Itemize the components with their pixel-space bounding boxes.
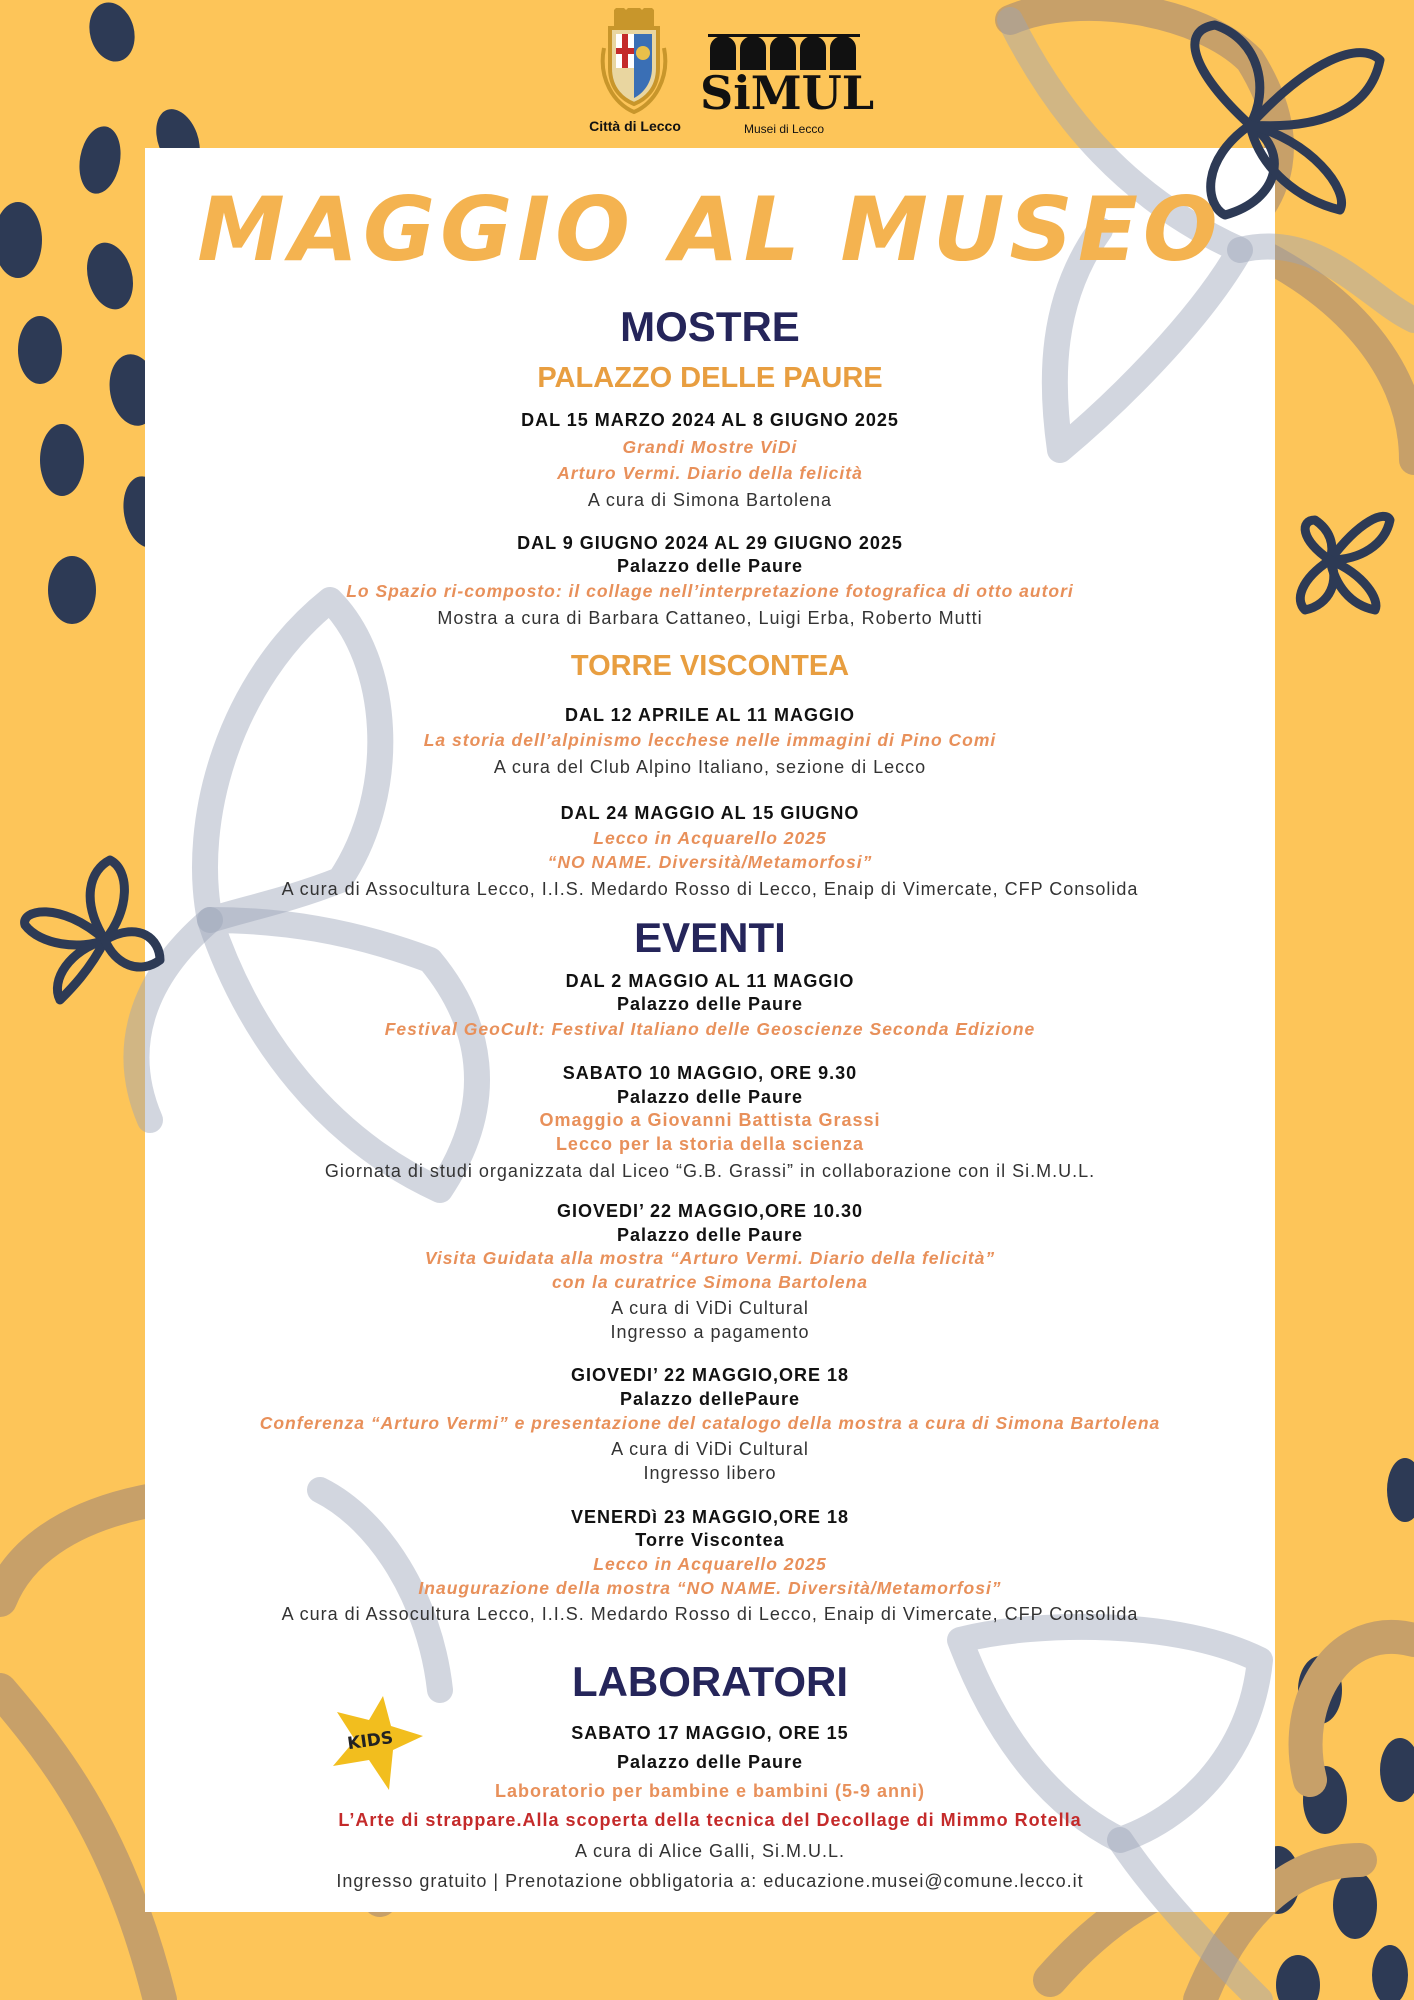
event-note: Ingresso a pagamento xyxy=(610,1322,810,1342)
exhibition-credit: Mostra a cura di Barbara Cattaneo, Luigi Erba, Roberto Mutti xyxy=(437,608,983,628)
venue-heading-palazzo: PALAZZO DELLE PAURE xyxy=(537,362,883,394)
event-place: Palazzo delle Paure xyxy=(616,1225,804,1245)
exhibition-credit: A cura del Club Alpino Italiano, sezione di Lecco xyxy=(493,757,927,777)
event-title: Festival GeoCult: Festival Italiano delle Geoscienze Seconda Edizione xyxy=(384,1019,1036,1039)
exhibition-title: La storia dell’alpinismo lecchese nelle immagini di Pino Comi xyxy=(423,730,997,750)
event-date: VENERDì 23 MAGGIO,ORE 18 xyxy=(570,1507,850,1527)
event-date: GIOVEDI’ 22 MAGGIO,ORE 18 xyxy=(570,1365,850,1385)
kids-badge-label: KIDS xyxy=(346,1727,395,1755)
event-program xyxy=(145,148,1275,1912)
exhibition-date: DAL 12 APRILE AL 11 MAGGIO xyxy=(564,705,856,725)
event-credit: A cura di ViDi Cultural xyxy=(611,1439,809,1459)
exhibition-date: DAL 15 MARZO 2024 AL 8 GIUGNO 2025 xyxy=(521,410,899,430)
event-date: SABATO 10 MAGGIO, ORE 9.30 xyxy=(562,1063,858,1083)
exhibition-title: Arturo Vermi. Diario della felicità xyxy=(557,463,863,483)
exhibition-title: Grandi Mostre ViDi xyxy=(622,437,798,457)
event-title: Conferenza “Arturo Vermi” e presentazione del catalogo della mostra a cura di Simona Bartolena xyxy=(259,1413,1161,1433)
section-heading-laboratori: LABORATORI xyxy=(571,1658,849,1705)
museum-arches-icon xyxy=(708,34,860,70)
event-credit: A cura di ViDi Cultural xyxy=(611,1298,809,1318)
lab-place: Palazzo delle Paure xyxy=(616,1752,804,1772)
exhibition-title: Lecco in Acquarello 2025 xyxy=(593,828,827,848)
exhibition-credit: A cura di Simona Bartolena xyxy=(587,490,833,510)
event-title: Omaggio a Giovanni Battista Grassi xyxy=(539,1110,881,1130)
event-place: Palazzo delle Paure xyxy=(616,1087,804,1107)
event-credit: Giornata di studi organizzata dal Liceo “G.B. Grassi” in collaborazione con il Si.M.U.L. xyxy=(324,1161,1096,1181)
event-title: Visita Guidata alla mostra “Arturo Vermi. Diario della felicità” xyxy=(424,1248,996,1268)
exhibition-credit: A cura di Assocultura Lecco, I.I.S. Medardo Rosso di Lecco, Enaip di Vimercate, CFP Consolida xyxy=(281,879,1139,899)
venue-heading-torre: TORRE VISCONTEA xyxy=(570,650,850,682)
section-heading-mostre: MOSTRE xyxy=(620,303,800,350)
event-place: Palazzo delle Paure xyxy=(616,994,804,1014)
event-title: Inaugurazione della mostra “NO NAME. Diversità/Metamorfosi” xyxy=(418,1578,1002,1598)
lab-booking: Ingresso gratuito | Prenotazione obbligatoria a: educazione.musei@comune.lecco.it xyxy=(336,1871,1084,1891)
lab-title: L’Arte di strappare.Alla scoperta della tecnica del Decollage di Mimmo Rotella xyxy=(338,1810,1082,1830)
event-place: Palazzo dellePaure xyxy=(619,1389,801,1409)
exhibition-title: “NO NAME. Diversità/Metamorfosi” xyxy=(547,852,873,872)
event-title: Lecco in Acquarello 2025 xyxy=(593,1554,827,1574)
event-credit: A cura di Assocultura Lecco, I.I.S. Medardo Rosso di Lecco, Enaip di Vimercate, CFP Consolida xyxy=(281,1604,1139,1624)
event-place: Torre Viscontea xyxy=(635,1530,785,1550)
museum-logo-name: SiMUL xyxy=(700,66,875,120)
lab-date: SABATO 17 MAGGIO, ORE 15 xyxy=(571,1723,849,1743)
event-title: con la curatrice Simona Bartolena xyxy=(551,1272,868,1292)
museum-logo-subtitle: Musei di Lecco xyxy=(743,122,825,136)
event-title: Lecco per la storia della scienza xyxy=(555,1134,865,1154)
page-title: MAGGIO AL MUSEO xyxy=(197,178,1223,281)
exhibition-place: Palazzo delle Paure xyxy=(616,556,804,576)
dots-pattern-right xyxy=(1256,1458,1414,2000)
section-heading-eventi: EVENTI xyxy=(634,914,786,961)
event-date: DAL 2 MAGGIO AL 11 MAGGIO xyxy=(565,971,855,991)
lab-audience: Laboratorio per bambine e bambini (5-9 anni) xyxy=(494,1781,926,1801)
event-date: GIOVEDI’ 22 MAGGIO,ORE 10.30 xyxy=(556,1201,864,1221)
exhibition-date: DAL 24 MAGGIO AL 15 GIUGNO xyxy=(560,803,860,823)
exhibition-date: DAL 9 GIUGNO 2024 AL 29 GIUGNO 2025 xyxy=(517,533,903,553)
city-logo-label: Città di Lecco xyxy=(589,118,681,134)
city-crest-logo xyxy=(594,8,674,118)
event-note: Ingresso libero xyxy=(643,1463,777,1483)
exhibition-title: Lo Spazio ri-composto: il collage nell’interpretazione fotografica di otto autori xyxy=(346,581,1074,601)
lab-credit: A cura di Alice Galli, Si.M.U.L. xyxy=(574,1841,846,1861)
